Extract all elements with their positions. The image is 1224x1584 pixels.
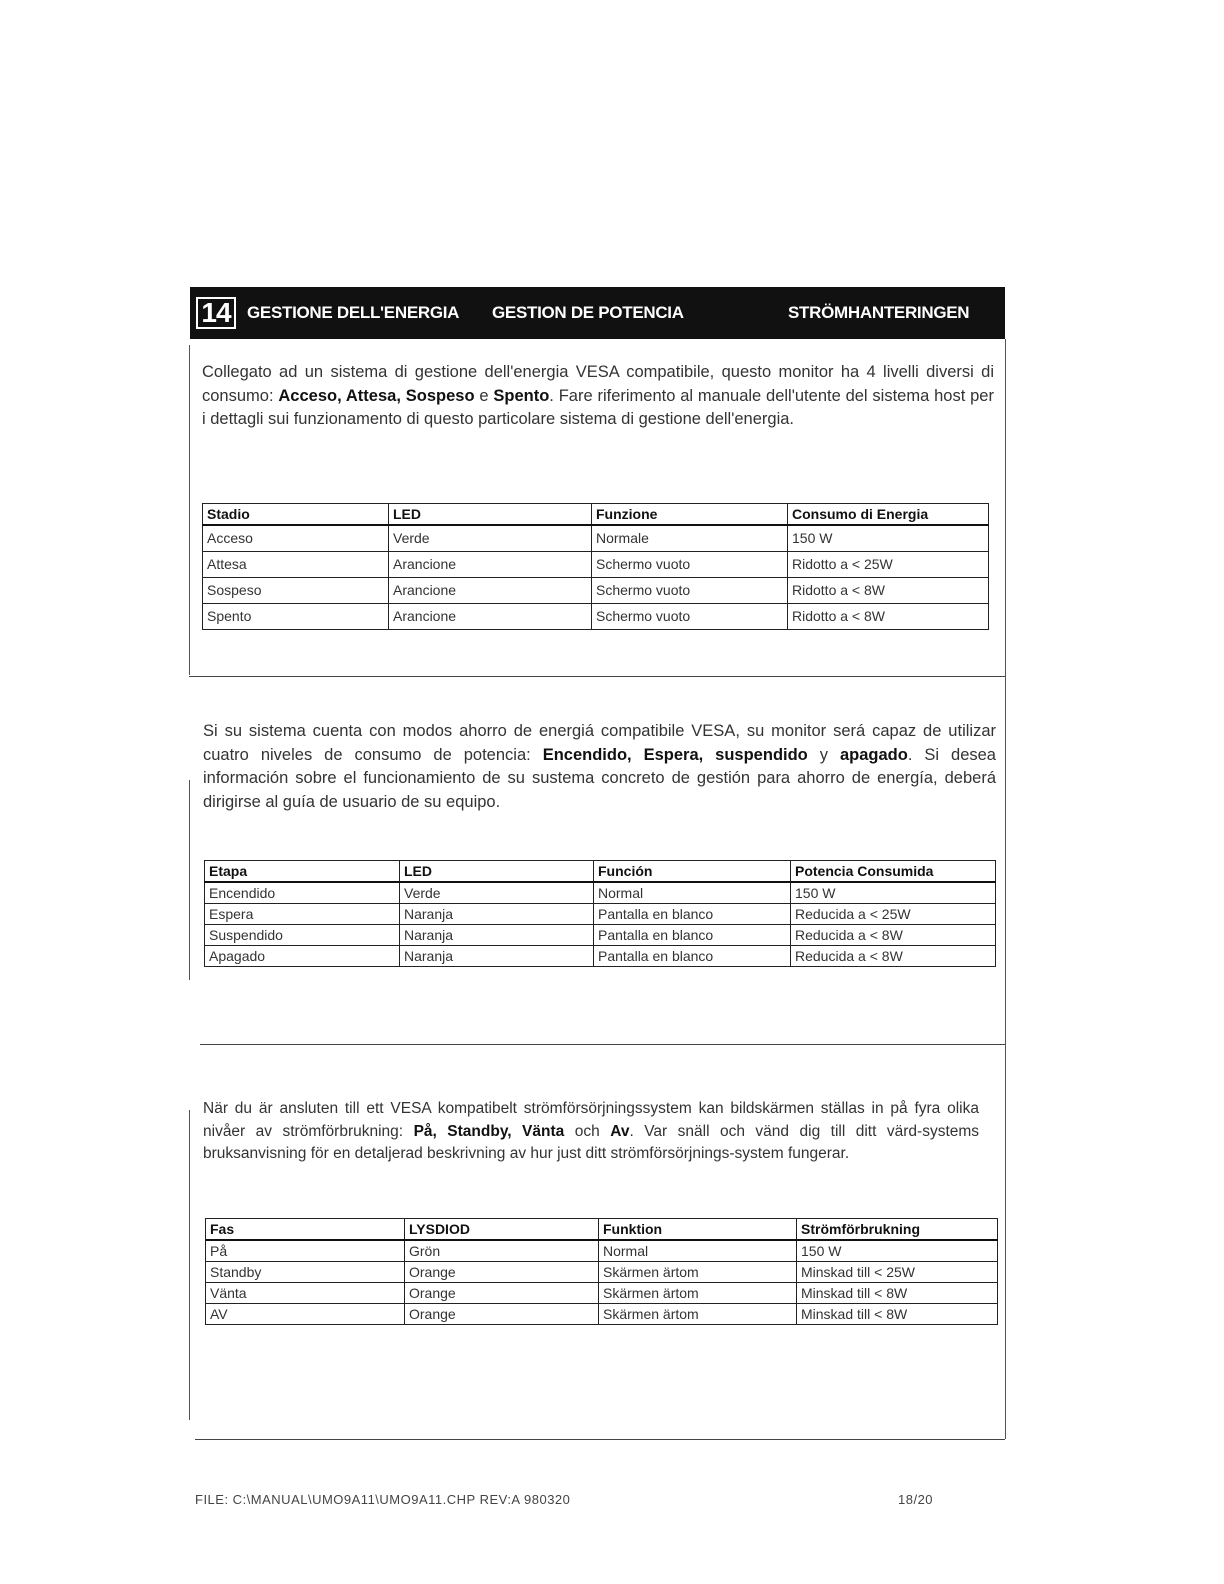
- table-cell: Minskad till < 25W: [797, 1262, 998, 1283]
- header-cell: Funzione: [592, 504, 788, 526]
- header-cell: Potencia Consumida: [791, 861, 996, 883]
- spanish-power-table: [204, 860, 996, 967]
- header-cell: Consumo di Energia: [788, 504, 989, 526]
- header-cell: Etapa: [205, 861, 400, 883]
- table-cell: Orange: [405, 1304, 599, 1325]
- table-row: [206, 1283, 998, 1304]
- footer-page-number: 18/20: [898, 1492, 934, 1507]
- table-cell: Standby: [206, 1262, 405, 1283]
- table-cell: Naranja: [400, 946, 594, 967]
- table-cell: Normal: [599, 1240, 797, 1262]
- table-cell: Schermo vuoto: [592, 551, 788, 577]
- table-cell: Sospeso: [203, 577, 389, 603]
- header-cell: Fas: [206, 1219, 405, 1241]
- table-cell: Espera: [205, 904, 400, 925]
- table-cell: Verde: [400, 882, 594, 904]
- table-row: [205, 904, 996, 925]
- section-header: [190, 287, 1005, 339]
- table-cell: AV: [206, 1304, 405, 1325]
- table-cell: Acceso: [203, 525, 389, 551]
- table-cell: Skärmen ärtom: [599, 1283, 797, 1304]
- frame-right-rule: [1005, 339, 1006, 1439]
- table-cell: Verde: [389, 525, 592, 551]
- table-cell: 150 W: [797, 1240, 998, 1262]
- title-swedish: STRÖMHANTERINGEN: [788, 303, 970, 322]
- section-number: 14: [196, 297, 236, 329]
- table-row: [203, 551, 989, 577]
- table-row: [203, 577, 989, 603]
- table-row: [203, 525, 989, 551]
- table-cell: Suspendido: [205, 925, 400, 946]
- header-cell: Strömförbrukning: [797, 1219, 998, 1241]
- table-header-row: [206, 1219, 998, 1241]
- table-cell: Skärmen ärtom: [599, 1262, 797, 1283]
- table-cell: Schermo vuoto: [592, 577, 788, 603]
- section-divider-1: [189, 676, 1005, 677]
- table-cell: Pantalla en blanco: [594, 925, 791, 946]
- table-cell: Normal: [594, 882, 791, 904]
- table-cell: Attesa: [203, 551, 389, 577]
- table-row: [203, 603, 989, 629]
- footer-file-reference: FILE: C:\MANUAL\UMO9A11\UMO9A11.CHP REV:A 980320: [195, 1492, 571, 1507]
- swedish-paragraph: När du är ansluten till ett VESA kompatibelt strömförsörjningssystem kan bildskärmen ställas in på fyra olika nivåer av strömförbrukning: På, Standby, Vänta och Av. Var snäll och vänd dig till ditt värd-systems bruksanvisning för en detaljerad beskrivning av hur just ditt strömförsörjnings-system fungerar.: [203, 1100, 980, 1162]
- table-header-row: [205, 861, 996, 883]
- table-cell: Naranja: [400, 925, 594, 946]
- header-cell: Stadio: [203, 504, 389, 526]
- table-cell: Ridotto a < 8W: [788, 577, 989, 603]
- frame-left-rule-2: [189, 780, 190, 980]
- table-cell: Arancione: [389, 603, 592, 629]
- table-row: [205, 925, 996, 946]
- table-cell: Schermo vuoto: [592, 603, 788, 629]
- table-cell: På: [206, 1240, 405, 1262]
- table-cell: Skärmen ärtom: [599, 1304, 797, 1325]
- table-cell: Pantalla en blanco: [594, 904, 791, 925]
- header-cell: LYSDIOD: [405, 1219, 599, 1241]
- title-spanish: GESTION DE POTENCIA: [492, 303, 684, 322]
- header-cell: Función: [594, 861, 791, 883]
- table-cell: Reducida a < 25W: [791, 904, 996, 925]
- section-divider-2: [200, 1044, 1005, 1045]
- header-cell: Funktion: [599, 1219, 797, 1241]
- table-cell: Spento: [203, 603, 389, 629]
- table-cell: Ridotto a < 8W: [788, 603, 989, 629]
- table-cell: Pantalla en blanco: [594, 946, 791, 967]
- section-divider-3: [195, 1439, 1005, 1440]
- table-cell: Orange: [405, 1283, 599, 1304]
- table-cell: Arancione: [389, 551, 592, 577]
- table-cell: Grön: [405, 1240, 599, 1262]
- title-italian: GESTIONE DELL'ENERGIA: [247, 303, 460, 322]
- italian-paragraph: Collegato ad un sistema di gestione dell'energia VESA compatibile, questo monitor ha 4 livelli diversi di consumo: Acceso, Attesa, Sospeso e Spento. Fare riferimento al manuale dell'utente del sistema host per i dettagli sui funzionamento di questo particolare sistema di gestione dell'energia.: [202, 363, 994, 428]
- table-header-row: [203, 504, 989, 526]
- table-cell: 150 W: [791, 882, 996, 904]
- table-cell: Minskad till < 8W: [797, 1283, 998, 1304]
- frame-left-rule-1: [189, 345, 190, 675]
- spanish-paragraph: Si su sistema cuenta con modos ahorro de energiá compatibile VESA, su monitor será capaz de utilizar cuatro niveles de consumo de potencia: Encendido, Espera, suspendido y apagado. Si desea información sobre el funcionamiento de su sustema concreto de gestión para ahorro de energía, deberá dirigirse al guía de usuario de su equipo.: [203, 722, 996, 811]
- table-row: [206, 1304, 998, 1325]
- table-cell: Reducida a < 8W: [791, 946, 996, 967]
- header-cell: LED: [389, 504, 592, 526]
- table-row: [205, 946, 996, 967]
- swedish-power-table: [205, 1218, 998, 1325]
- table-cell: Ridotto a < 25W: [788, 551, 989, 577]
- table-row: [205, 882, 996, 904]
- table-cell: Encendido: [205, 882, 400, 904]
- table-cell: Orange: [405, 1262, 599, 1283]
- table-cell: Normale: [592, 525, 788, 551]
- table-row: [206, 1240, 998, 1262]
- frame-left-rule-3: [189, 1110, 190, 1420]
- italian-power-table: [202, 503, 989, 630]
- table-cell: Apagado: [205, 946, 400, 967]
- table-cell: Arancione: [389, 577, 592, 603]
- table-cell: Naranja: [400, 904, 594, 925]
- table-cell: Reducida a < 8W: [791, 925, 996, 946]
- table-cell: 150 W: [788, 525, 989, 551]
- header-cell: LED: [400, 861, 594, 883]
- table-cell: Vänta: [206, 1283, 405, 1304]
- table-row: [206, 1262, 998, 1283]
- table-cell: Minskad till < 8W: [797, 1304, 998, 1325]
